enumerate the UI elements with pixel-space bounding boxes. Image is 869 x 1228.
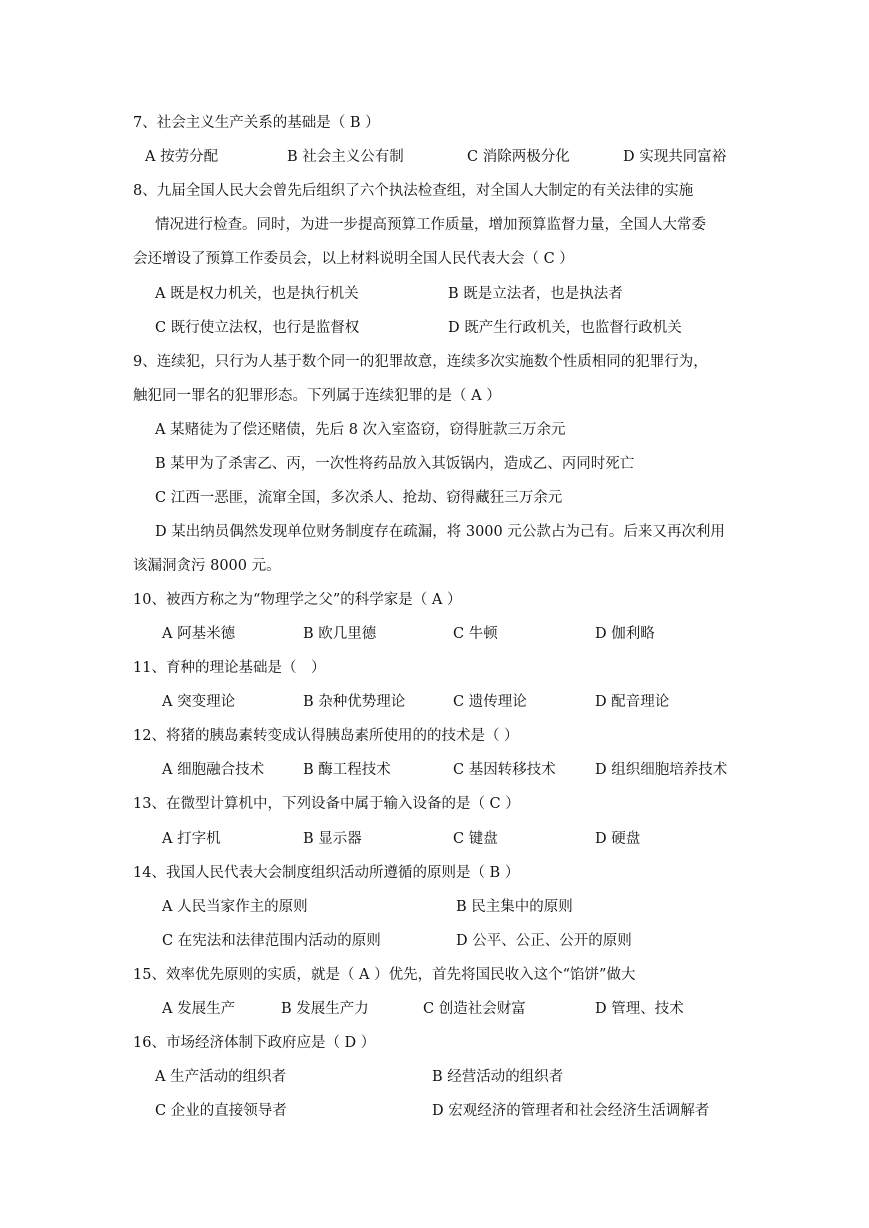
question-12-option-c: C 基因转移技术: [453, 762, 556, 778]
question-14-option-c: C 在宪法和法律范围内活动的原则: [162, 933, 381, 949]
question-15-option-a: A 发展生产: [162, 1001, 236, 1017]
question-11-option-c: C 遗传理论: [453, 694, 527, 710]
question-7-stem: 7、社会主义生产关系的基础是（ B ）: [133, 115, 380, 131]
question-13-option-b: B 显示器: [303, 831, 362, 847]
question-10-stem: 10、被西方称之为“物理学之父”的科学家是（ A ）: [133, 592, 462, 608]
question-11-option-a: A 突变理论: [162, 694, 236, 710]
question-9-option-b: B 某甲为了杀害乙、丙，一次性将药品放入其饭锅内，造成乙、丙同时死亡: [155, 456, 635, 472]
question-15-option-b: B 发展生产力: [281, 1001, 369, 1017]
question-12-option-d: D 组织细胞培养技术: [595, 762, 728, 778]
question-8-option-c: C 既行使立法权，也行是监督权: [155, 320, 360, 336]
question-9-option-c: C 江西一恶匪，流窜全国，多次杀人、抢劫、窃得藏狂三万余元: [155, 490, 563, 506]
question-7-option-c: C 消除两极分化: [467, 149, 570, 165]
question-8-stem-line-2: 情况进行检查。同时，为进一步提高预算工作质量，增加预算监督力量，全国人大常委: [155, 217, 706, 233]
question-8-option-d: D 既产生行政机关，也监督行政机关: [448, 320, 682, 336]
question-10-option-a: A 阿基米德: [162, 626, 236, 642]
question-9-option-a: A 某赌徒为了偿还赌债，先后 8 次入室盗窃，窃得脏款三万余元: [155, 422, 566, 438]
question-15-option-d: D 管理、技术: [595, 1001, 684, 1017]
question-9-option-d-cont: 该漏洞贪污 8000 元。: [133, 558, 281, 574]
question-12-option-b: B 酶工程技术: [303, 762, 391, 778]
question-14-stem: 14、我国人民代表大会制度组织活动所遵循的原则是（ B ）: [133, 865, 520, 881]
question-10-option-b: B 欧几里德: [303, 626, 377, 642]
question-13-option-a: A 打字机: [162, 831, 221, 847]
question-16-option-c: C 企业的直接领导者: [155, 1103, 287, 1119]
question-11-option-b: B 杂种优势理论: [303, 694, 406, 710]
question-9-option-d: D 某出纳员偶然发现单位财务制度存在疏漏，将 3000 元公款占为己有。后来又再次利用: [155, 524, 725, 540]
question-15-option-c: C 创造社会财富: [423, 1001, 526, 1017]
question-12-option-a: A 细胞融合技术: [162, 762, 265, 778]
question-7-option-b: B 社会主义公有制: [287, 149, 404, 165]
question-16-stem: 16、市场经济体制下政府应是（ D ）: [133, 1035, 376, 1051]
question-9-stem-line-2: 触犯同一罪名的犯罪形态。下列属于连续犯罪的是（ A ）: [133, 388, 501, 404]
question-15-stem: 15、效率优先原则的实质，就是（ A ）优先，首先将国民收入这个“馅饼”做大: [133, 967, 636, 983]
question-9-stem: 9、连续犯，只行为人基于数个同一的犯罪故意，连续多次实施数个性质相同的犯罪行为，: [133, 354, 708, 370]
question-7-option-d: D 实现共同富裕: [623, 149, 727, 165]
question-10-option-c: C 牛顿: [453, 626, 498, 642]
question-7-option-a: A 按劳分配: [145, 149, 219, 165]
question-16-option-b: B 经营活动的组织者: [432, 1069, 564, 1085]
question-14-option-b: B 民主集中的原则: [456, 899, 573, 915]
question-13-option-d: D 硬盘: [595, 831, 641, 847]
question-8-stem: 8、九届全国人民大会曾先后组织了六个执法检查组，对全国人大制定的有关法律的实施: [133, 183, 694, 199]
question-8-option-a: A 既是权力机关，也是执行机关: [155, 286, 359, 302]
question-8-stem-line-3: 会还增设了预算工作委员会，以上材料说明全国人民代表大会（ C ）: [133, 251, 574, 267]
question-14-option-a: A 人民当家作主的原则: [162, 899, 308, 915]
question-16-option-d: D 宏观经济的管理者和社会经济生活调解者: [432, 1103, 710, 1119]
question-12-stem: 12、将猪的胰岛素转变成认得胰岛素所使用的的技术是（ ）: [133, 728, 519, 744]
question-16-option-a: A 生产活动的组织者: [155, 1069, 287, 1085]
question-14-option-d: D 公平、公正、公开的原则: [456, 933, 632, 949]
question-11-option-d: D 配音理论: [595, 694, 670, 710]
question-11-stem: 11、育种的理论基础是（ ）: [133, 660, 326, 676]
question-8-option-b: B 既是立法者，也是执法者: [448, 286, 623, 302]
question-13-stem: 13、在微型计算机中，下列设备中属于输入设备的是（ C ）: [133, 796, 520, 812]
question-10-option-d: D 伽利略: [595, 626, 655, 642]
question-13-option-c: C 键盘: [453, 831, 498, 847]
